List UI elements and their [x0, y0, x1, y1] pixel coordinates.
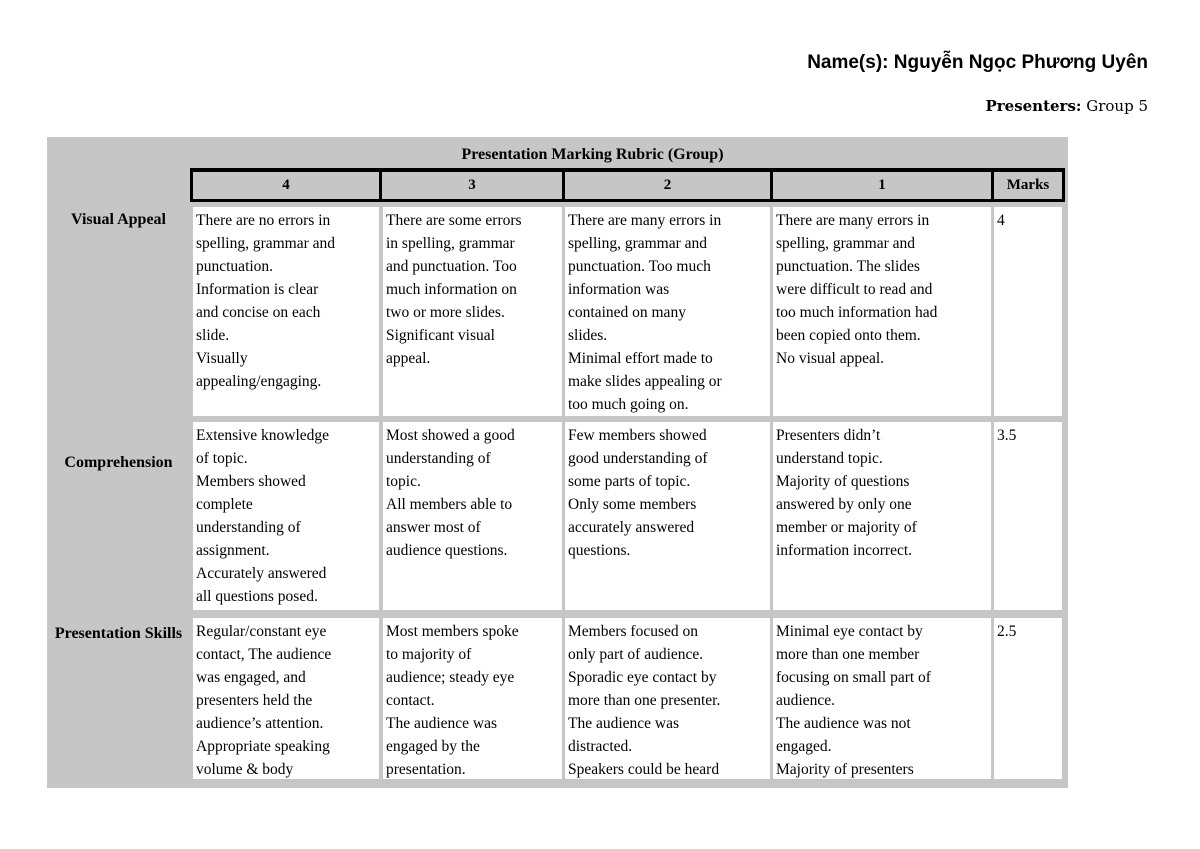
row-label-visual-appeal: Visual Appeal — [71, 211, 166, 228]
row-label-comprehension: Comprehension — [64, 454, 173, 471]
cell-comprehension-mark: 3.5 — [994, 422, 1062, 610]
cell-comprehension-1: Presenters didn’t understand topic. Majority of questions answered by only one member or majority of information incorrect. — [773, 422, 991, 610]
column-header-3: 3 — [379, 172, 565, 202]
presenters-value: Group 5 — [1086, 97, 1148, 115]
cell-comprehension-2: Few members showed good understanding of some parts of topic. Only some members accurately answered questions. — [565, 422, 770, 610]
name-line: Name(s): Nguyễn Ngọc Phương Uyên — [807, 52, 1148, 73]
column-header-2: 2 — [562, 172, 773, 202]
cell-comprehension-4: Extensive knowledge of topic. Members showed complete understanding of assignment. Accurately answered all questions posed. — [193, 422, 379, 610]
cell-presentation-skills-4: Regular/constant eye contact, The audience was engaged, and presenters held the audience’s attention. Appropriate speaking volume & body — [193, 618, 379, 779]
cell-visual-appeal-mark: 4 — [994, 207, 1062, 416]
presenters-line — [985, 97, 1148, 115]
cell-presentation-skills-1: Minimal eye contact by more than one member focusing on small part of audience. The audience was not engaged. Majority of presenters — [773, 618, 991, 779]
column-header-marks: Marks — [991, 172, 1065, 202]
cell-presentation-skills-2: Members focused on only part of audience. Sporadic eye contact by more than one presenter. The audience was distracted. Speakers could be heard — [565, 618, 770, 779]
presenters-label: Presenters: — [985, 97, 1082, 115]
column-header-1: 1 — [770, 172, 994, 202]
row-label-presentation-skills: Presentation Skills — [54, 625, 183, 642]
cell-presentation-skills-3: Most members spoke to majority of audience; steady eye contact. The audience was engaged by the presentation. — [383, 618, 562, 779]
rubric-table — [47, 137, 1068, 788]
rubric-title: Presentation Marking Rubric (Group) — [461, 146, 724, 163]
cell-visual-appeal-4: There are no errors in spelling, grammar and punctuation. Information is clear and concise on each slide. Visually appealing/engaging. — [193, 207, 379, 416]
column-header-4: 4 — [190, 172, 382, 202]
cell-visual-appeal-2: There are many errors in spelling, grammar and punctuation. Too much information was contained on many slides. Minimal effort made to make slides appealing or too much going on. — [565, 207, 770, 416]
cell-presentation-skills-mark: 2.5 — [994, 618, 1062, 779]
cell-comprehension-3: Most showed a good understanding of topic. All members able to answer most of audience questions. — [383, 422, 562, 610]
cell-visual-appeal-3: There are some errors in spelling, grammar and punctuation. Too much information on two or more slides. Significant visual appeal. — [383, 207, 562, 416]
cell-visual-appeal-1: There are many errors in spelling, grammar and punctuation. The slides were difficult to read and too much information had been copied onto them. No visual appeal. — [773, 207, 991, 416]
